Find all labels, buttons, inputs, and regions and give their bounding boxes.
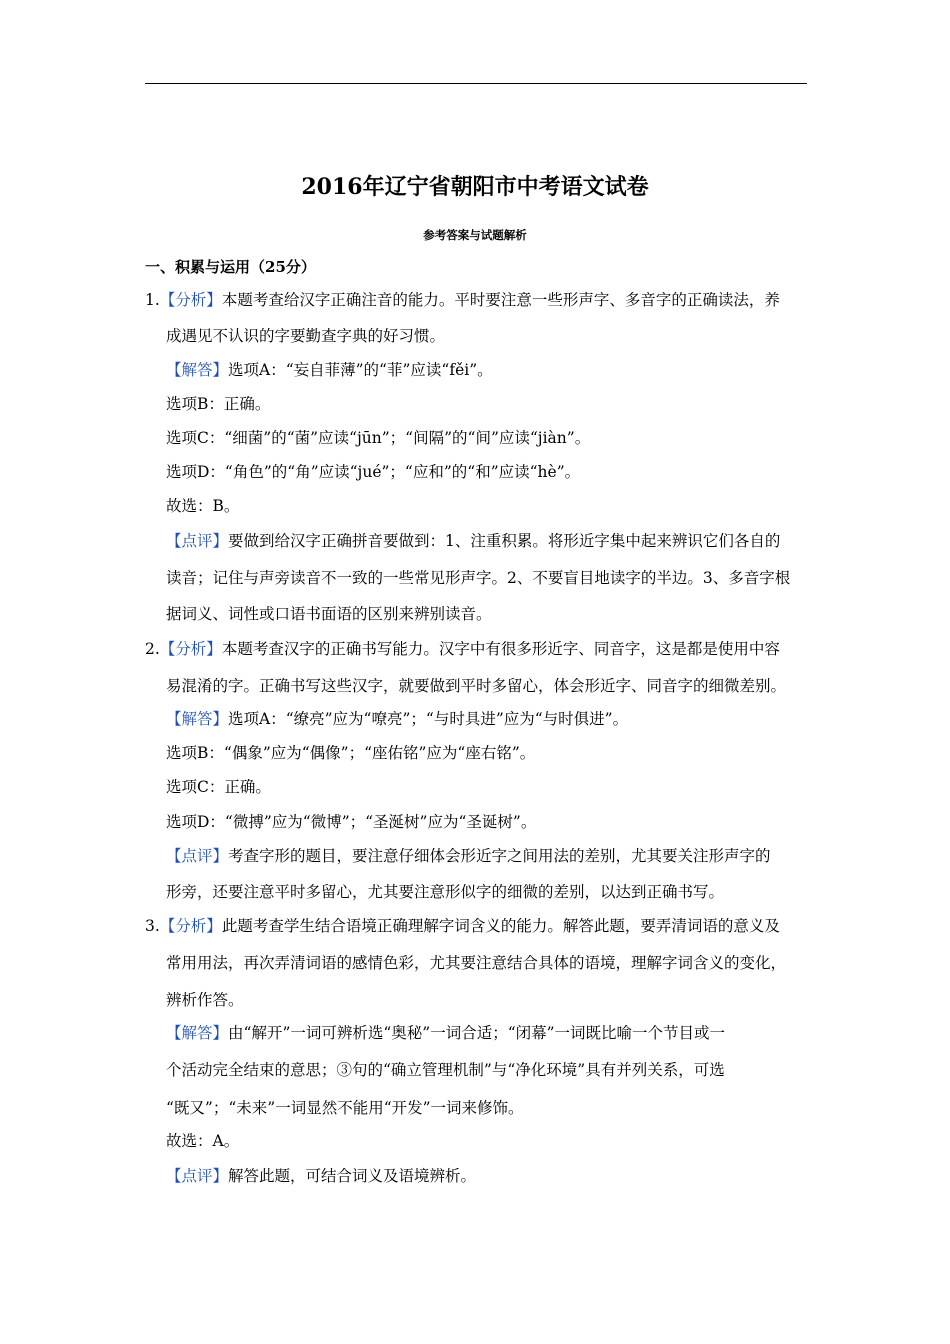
q2-answer-line-3: 选项C：正确。: [166, 778, 271, 796]
document-subtitle: 参考答案与试题解析: [423, 228, 527, 242]
q2-comment-tag: 【点评】: [166, 847, 229, 865]
q3-comment-tag: 【点评】: [166, 1167, 229, 1185]
q1-answer-line-3: 选项C：“细菌”的“菌”应读“jūn”；“间隔”的“间”应读“jiàn”。: [166, 429, 591, 447]
q1-comment-tag: 【点评】: [166, 532, 229, 550]
q3-analysis-tag: 【分析】: [159, 917, 222, 935]
q1-answer-tag: 【解答】: [166, 361, 229, 379]
q2-analysis-tag: 【分析】: [159, 640, 222, 658]
q2-answer-line-4: 选项D：“微搏”应为“微博”；“圣涎树”应为“圣诞树”。: [166, 813, 537, 831]
q1-analysis-tag: 【分析】: [159, 291, 222, 309]
q3-comment-line-1: [166, 1166, 476, 1186]
q3-answer-line-4: 故选：A。: [166, 1132, 240, 1150]
q2-answer-line-1: [166, 709, 628, 729]
q3-number: 3.: [145, 917, 160, 935]
q2-comment-line-2: 形旁，还要注意平时多留心，尤其要注意形似字的细微的差别，以达到正确书写。: [166, 883, 725, 901]
q2-comment-line-1: [166, 846, 771, 866]
q1-number: 1.: [145, 291, 160, 309]
q2-analysis-text-1: 本题考查汉字的正确书写能力。汉字中有很多形近字、同音字，这是都是使用中容: [221, 640, 780, 658]
q2-answer-tag: 【解答】: [166, 710, 229, 728]
q1-analysis-line-2: 成遇见不认识的字要勤查字典的好习惯。: [166, 327, 446, 345]
q3-analysis-line-3: 辨析作答。: [166, 991, 244, 1009]
q1-comment-line-1: [166, 531, 780, 551]
q1-analysis-text-1: 本题考查给汉字正确注音的能力。平时要注意一些形声字、多音字的正确读法，养: [221, 291, 780, 309]
q1-comment-line-2: 读音；记住与声旁读音不一致的一些常见形声字。2、不要盲目地读字的半边。3、多音字根: [166, 569, 791, 587]
q1-answer-line-4: 选项D：“角色”的“角”应读“jué”；“应和”的“和”应读“hè”。: [166, 463, 581, 481]
q3-answer-tag: 【解答】: [166, 1024, 229, 1042]
q1-answer-line-1: [166, 360, 493, 380]
section-heading: 一、积累与运用（25分）: [145, 258, 316, 276]
q3-answer-line-2: 个活动完全结束的意思；③句的“确立管理机制”与“净化环境”具有并列关系，可选: [166, 1061, 725, 1079]
q2-analysis-line-1: [145, 639, 780, 659]
q1-answer-line-5: 故选：B。: [166, 497, 240, 515]
q1-comment-text-1: 要做到给汉字正确拼音要做到：1、注重积累。将形近字集中起来辨识它们各自的: [228, 532, 781, 550]
q3-answer-text-1: 由“解开”一词可辨析选“奥秘”一词合适；“闭幕”一词既比喻一个节目或一: [228, 1024, 726, 1042]
q2-analysis-line-2: 易混淆的字。正确书写这些汉字，就要做到平时多留心，体会形近字、同音字的细微差别。: [166, 677, 787, 695]
q1-analysis-line-1: [145, 290, 780, 310]
q3-analysis-line-1: [145, 916, 780, 936]
q3-answer-line-3: “既又”；“未来”一词显然不能用“开发”一词来修饰。: [166, 1099, 524, 1117]
q3-comment-text-1: 解答此题，可结合词义及语境辨析。: [228, 1167, 477, 1185]
q1-answer-text-1: 选项A：“妄自菲薄”的“菲”应读“fěi”。: [228, 361, 493, 379]
q2-comment-text-1: 考查字形的题目，要注意仔细体会形近字之间用法的差别，尤其要关注形声字的: [228, 847, 771, 865]
q2-number: 2.: [145, 640, 160, 658]
q2-answer-text-1: 选项A：“缭亮”应为“嘹亮”；“与时具进”应为“与时俱进”。: [228, 710, 629, 728]
header-rule: [145, 83, 807, 84]
q3-analysis-text-1: 此题考查学生结合语境正确理解字词含义的能力。解答此题，要弄清词语的意义及: [221, 917, 780, 935]
q1-comment-line-3: 据词义、词性或口语书面语的区别来辨别读音。: [166, 605, 492, 623]
document-title: 2016年辽宁省朝阳市中考语文试卷: [301, 174, 649, 200]
q2-answer-line-2: 选项B：“偶象”应为“偶像”；“座佑铭”应为“座右铭”。: [166, 744, 536, 762]
q3-answer-line-1: [166, 1023, 725, 1043]
q1-answer-line-2: 选项B：正确。: [166, 395, 271, 413]
q3-analysis-line-2: 常用用法，再次弄清词语的感情色彩，尤其要注意结合具体的语境，理解字词含义的变化，: [166, 954, 787, 972]
